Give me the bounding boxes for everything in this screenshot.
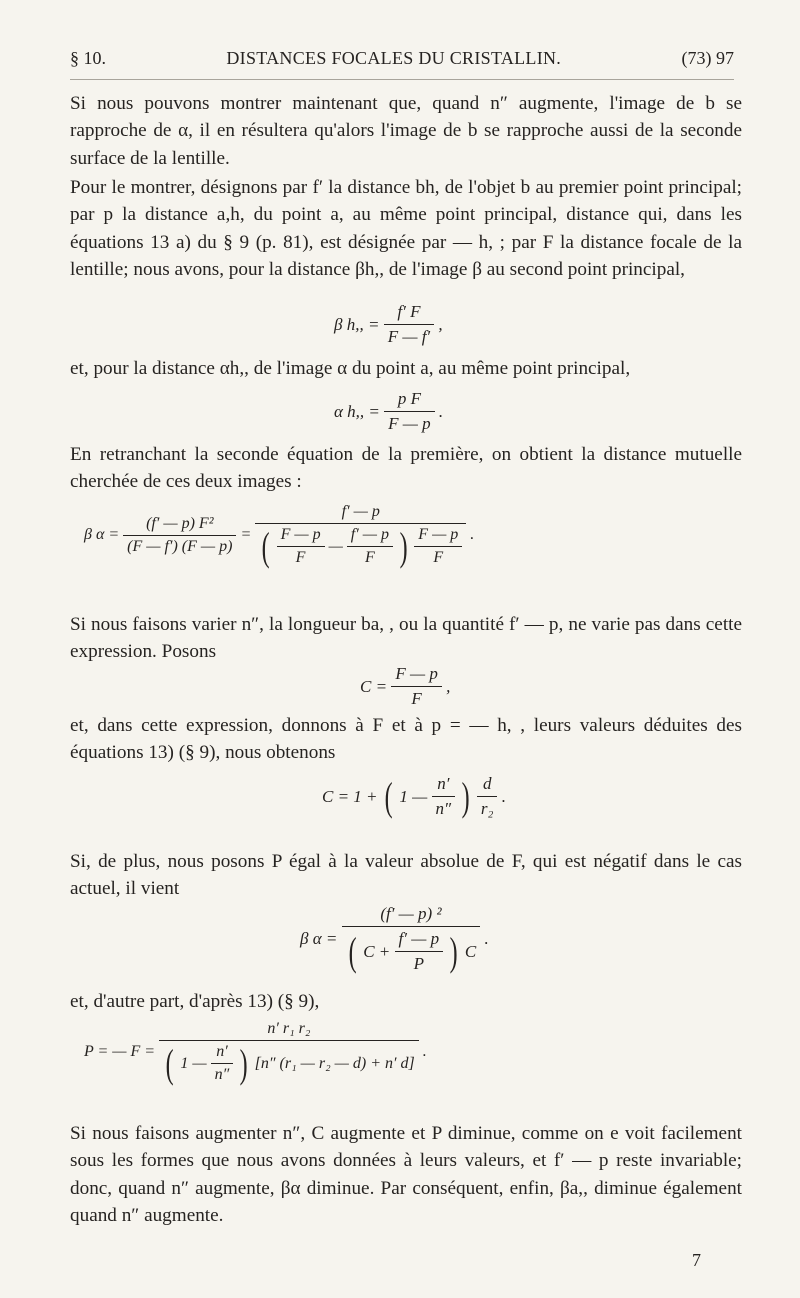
fraction: n′ r₁ r₂ ( 1 — $\frac{n'}{n''}$ ) [n″ (r₁ — r₂ — d) + n′ d]: [159, 1020, 419, 1084]
equation-6: β α = (f′ — p) ² ( C + $\frac{f' — p}{P}$ ) C .: [300, 904, 489, 974]
signature-mark: 7: [692, 1250, 701, 1270]
page-number: (73) 97: [681, 48, 734, 68]
fraction: $\frac{n'}{n''}$: [432, 774, 456, 819]
equation-5: C = 1 + ( 1 — $\frac{n'}{n''}$ ) $\frac{d}{\text{r₂}}$ .: [322, 773, 506, 819]
paragraph-3: et, pour la distance αh,, de l'image α du point a, au même point principal,: [70, 358, 631, 379]
left-paren: (: [165, 1040, 174, 1086]
left-paren: (: [384, 773, 393, 819]
fraction: (f′ — p) ² ( C + $\frac{f' — p}{P}$ ) C: [342, 904, 481, 974]
paragraph-8: et, d'autre part, d'après 13) (§ 9),: [70, 991, 320, 1012]
running-title: DISTANCES FOCALES DU CRISTALLIN.: [226, 48, 562, 68]
paragraph-4: En retranchant la seconde équation de la première, on obtient la distance mutuelle cherchée de ces deux images :: [70, 444, 742, 493]
running-header: [70, 48, 734, 80]
right-paren: ): [449, 928, 458, 974]
fraction: $\frac{F — p}{F}$: [391, 664, 442, 709]
paragraph-5: Si nous faisons varier n″, la longueur ba, , ou la quantité f′ — p, ne varie pas dans cette expression. Posons: [70, 614, 742, 663]
right-paren: ): [462, 773, 471, 819]
fraction: $\frac{\text{p F}}{F — p}$: [384, 389, 435, 434]
left-paren: (: [261, 523, 270, 569]
fraction: f′ — p ( $\frac{F — p}{F}$ — $\frac{f' — p}{F}$ ) $\frac{F — p}{F}$: [255, 503, 466, 567]
paragraph-1: Si nous pouvons montrer maintenant que, quand n″ augmente, l'image de b se rapproche de α, il en résultera qu'alors l'image de b se rapproche aussi de la seconde surface de la lentille.: [70, 93, 742, 169]
equation-7: P = — F = n′ r₁ r₂ ( 1 — $\frac{n'}{n''}$ ) [n″ (r₁ — r₂ — d) + n′ d] .: [84, 1020, 427, 1086]
fraction: $\frac{f' F}{F — f'}$: [384, 302, 434, 347]
section-number: § 10.: [70, 48, 106, 68]
equation-3: β α = $\frac{\text{(f′ — p) F²}}{(F — f') (F — p)}$ = f′ — p ( $\frac{F — p}{F}$ — $\frac{f' — p}{F}$ ) $\frac{F — p}{F}$ .: [84, 503, 475, 569]
fraction: $\frac{\text{(f′ — p) F²}}{(F — f') (F — p)}$: [123, 515, 236, 556]
left-paren: (: [348, 928, 357, 974]
equation-4: C = $\frac{F — p}{F}$ ,: [360, 664, 451, 708]
paragraph-7: Si, de plus, nous posons P égal à la valeur absolue de F, qui est négatif dans le cas actuel, il vient: [70, 851, 742, 900]
equation-2: α h,, = $\frac{\text{p F}}{F — p}$ .: [334, 389, 444, 433]
paragraph-6: et, dans cette expression, donnons à F et à p = — h, , leurs valeurs déduites des équations 13) (§ 9), nous obtenons: [70, 715, 742, 764]
fraction: $\frac{d}{\text{r₂}}$: [477, 774, 498, 819]
right-paren: ): [239, 1040, 248, 1086]
paragraph-9: Si nous faisons augmenter n″, C augmente et P diminue, comme on e voit facilement sous les formes que nous avons données à leurs valeurs, et f′ — p reste invariable; donc, quand n″ augmente, βα diminue. Par conséquent, enfin, βa,, diminue également quand n″ augmente.: [70, 1123, 742, 1227]
equation-1: β h,, = $\frac{f' F}{F — f'}$ ,: [334, 302, 443, 346]
right-paren: ): [399, 523, 408, 569]
paragraph-2: Pour le montrer, désignons par f′ la distance bh, de l'objet b au premier point principal; par p la distance a,h, du point a, au même point principal, distance qui, dans les équations 13 a) du § 9 (p. 81), est désignée par — h, ; par F la distance focale de la lentille; nous avons, pour la distance βh,, de l'image β au second point principal,: [70, 177, 742, 281]
